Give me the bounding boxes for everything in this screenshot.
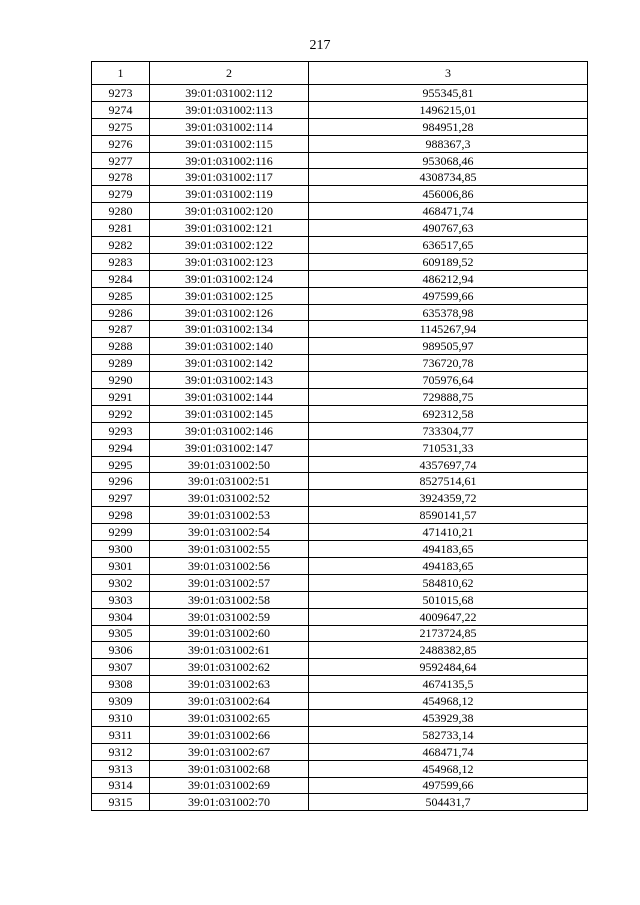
cadastral-value-cell: 486212,94 <box>309 270 588 287</box>
cadastral-value-cell: 584810,62 <box>309 574 588 591</box>
row-number-cell: 9296 <box>92 473 150 490</box>
cadastral-number-cell: 39:01:031002:67 <box>150 743 309 760</box>
row-number-cell: 9281 <box>92 220 150 237</box>
cadastral-number-cell: 39:01:031002:146 <box>150 422 309 439</box>
row-number-cell: 9295 <box>92 456 150 473</box>
row-number-cell: 9301 <box>92 557 150 574</box>
row-number-cell: 9297 <box>92 490 150 507</box>
row-number-cell: 9306 <box>92 642 150 659</box>
table-row <box>92 625 588 642</box>
row-number-cell: 9310 <box>92 709 150 726</box>
table-row <box>92 405 588 422</box>
cadastral-value-cell: 494183,65 <box>309 557 588 574</box>
cadastral-number-cell: 39:01:031002:51 <box>150 473 309 490</box>
row-number-cell: 9279 <box>92 186 150 203</box>
row-number-cell: 9277 <box>92 152 150 169</box>
cadastral-value-cell: 636517,65 <box>309 237 588 254</box>
table-row <box>92 726 588 743</box>
row-number-cell: 9309 <box>92 693 150 710</box>
table-row <box>92 794 588 811</box>
table-row <box>92 422 588 439</box>
cadastral-number-cell: 39:01:031002:66 <box>150 726 309 743</box>
cadastral-value-cell: 454968,12 <box>309 693 588 710</box>
row-number-cell: 9273 <box>92 85 150 102</box>
table-row <box>92 693 588 710</box>
cadastral-number-cell: 39:01:031002:60 <box>150 625 309 642</box>
cadastral-number-cell: 39:01:031002:126 <box>150 304 309 321</box>
table-header-row <box>92 62 588 85</box>
cadastral-value-cell: 635378,98 <box>309 304 588 321</box>
table-row <box>92 608 588 625</box>
row-number-cell: 9308 <box>92 676 150 693</box>
cadastral-number-cell: 39:01:031002:56 <box>150 557 309 574</box>
row-number-cell: 9305 <box>92 625 150 642</box>
table-row <box>92 456 588 473</box>
row-number-cell: 9313 <box>92 760 150 777</box>
table-row <box>92 287 588 304</box>
cadastral-number-cell: 39:01:031002:124 <box>150 270 309 287</box>
cadastral-value-cell: 988367,3 <box>309 135 588 152</box>
cadastral-number-cell: 39:01:031002:116 <box>150 152 309 169</box>
row-number-cell: 9289 <box>92 355 150 372</box>
cadastral-number-cell: 39:01:031002:113 <box>150 101 309 118</box>
cadastral-value-cell: 2488382,85 <box>309 642 588 659</box>
cadastral-number-cell: 39:01:031002:115 <box>150 135 309 152</box>
cadastral-value-cell: 497599,66 <box>309 777 588 794</box>
cadastral-value-cell: 504431,7 <box>309 794 588 811</box>
table-row <box>92 101 588 118</box>
row-number-cell: 9280 <box>92 203 150 220</box>
cadastral-value-cell: 501015,68 <box>309 591 588 608</box>
cadastral-number-cell: 39:01:031002:61 <box>150 642 309 659</box>
cadastral-number-cell: 39:01:031002:125 <box>150 287 309 304</box>
cadastral-value-cell: 471410,21 <box>309 524 588 541</box>
table-row <box>92 253 588 270</box>
table-row <box>92 760 588 777</box>
table-row <box>92 186 588 203</box>
cadastral-value-cell: 582733,14 <box>309 726 588 743</box>
row-number-cell: 9307 <box>92 659 150 676</box>
row-number-cell: 9286 <box>92 304 150 321</box>
table-row <box>92 355 588 372</box>
row-number-cell: 9291 <box>92 389 150 406</box>
row-number-cell: 9312 <box>92 743 150 760</box>
row-number-cell: 9274 <box>92 101 150 118</box>
row-number-cell: 9299 <box>92 524 150 541</box>
cadastral-number-cell: 39:01:031002:63 <box>150 676 309 693</box>
cadastral-value-cell: 710531,33 <box>309 439 588 456</box>
cadastral-value-cell: 454968,12 <box>309 760 588 777</box>
cadastral-number-cell: 39:01:031002:147 <box>150 439 309 456</box>
row-number-cell: 9311 <box>92 726 150 743</box>
table-row <box>92 203 588 220</box>
table-row <box>92 709 588 726</box>
table-row <box>92 270 588 287</box>
table-row <box>92 85 588 102</box>
cadastral-value-cell: 468471,74 <box>309 743 588 760</box>
cadastral-number-cell: 39:01:031002:55 <box>150 541 309 558</box>
cadastral-number-cell: 39:01:031002:145 <box>150 405 309 422</box>
cadastral-number-cell: 39:01:031002:134 <box>150 321 309 338</box>
cadastral-number-cell: 39:01:031002:52 <box>150 490 309 507</box>
row-number-cell: 9315 <box>92 794 150 811</box>
cadastral-value-cell: 468471,74 <box>309 203 588 220</box>
table-row <box>92 676 588 693</box>
row-number-cell: 9287 <box>92 321 150 338</box>
table-row <box>92 389 588 406</box>
table-row <box>92 541 588 558</box>
cadastral-value-cell: 736720,78 <box>309 355 588 372</box>
row-number-cell: 9276 <box>92 135 150 152</box>
table-row <box>92 524 588 541</box>
cadastral-value-cell: 989505,97 <box>309 338 588 355</box>
cadastral-number-cell: 39:01:031002:144 <box>150 389 309 406</box>
row-number-cell: 9288 <box>92 338 150 355</box>
cadastral-number-cell: 39:01:031002:143 <box>150 372 309 389</box>
cadastral-value-cell: 2173724,85 <box>309 625 588 642</box>
row-number-cell: 9284 <box>92 270 150 287</box>
cadastral-value-cell: 955345,81 <box>309 85 588 102</box>
table-row <box>92 777 588 794</box>
cadastral-number-cell: 39:01:031002:50 <box>150 456 309 473</box>
table-row <box>92 169 588 186</box>
cadastral-value-cell: 456006,86 <box>309 186 588 203</box>
cadastral-number-cell: 39:01:031002:120 <box>150 203 309 220</box>
column-header-2: 2 <box>150 62 309 85</box>
cadastral-number-cell: 39:01:031002:54 <box>150 524 309 541</box>
cadastral-number-cell: 39:01:031002:112 <box>150 85 309 102</box>
row-number-cell: 9304 <box>92 608 150 625</box>
cadastral-number-cell: 39:01:031002:117 <box>150 169 309 186</box>
cadastral-number-cell: 39:01:031002:121 <box>150 220 309 237</box>
cadastral-value-cell: 9592484,64 <box>309 659 588 676</box>
row-number-cell: 9285 <box>92 287 150 304</box>
cadastral-value-cell: 8527514,61 <box>309 473 588 490</box>
cadastral-value-cell: 609189,52 <box>309 253 588 270</box>
cadastral-number-cell: 39:01:031002:58 <box>150 591 309 608</box>
table-row <box>92 659 588 676</box>
column-header-1: 1 <box>92 62 150 85</box>
cadastral-number-cell: 39:01:031002:122 <box>150 237 309 254</box>
cadastral-value-cell: 453929,38 <box>309 709 588 726</box>
cadastral-value-cell: 953068,46 <box>309 152 588 169</box>
table-row <box>92 118 588 135</box>
cadastral-number-cell: 39:01:031002:57 <box>150 574 309 591</box>
cadastral-value-cell: 984951,28 <box>309 118 588 135</box>
cadastral-number-cell: 39:01:031002:123 <box>150 253 309 270</box>
table-row <box>92 557 588 574</box>
table-row <box>92 338 588 355</box>
table-row <box>92 135 588 152</box>
cadastral-value-cell: 729888,75 <box>309 389 588 406</box>
table-row <box>92 591 588 608</box>
cadastral-value-cell: 4009647,22 <box>309 608 588 625</box>
cadastral-value-cell: 3924359,72 <box>309 490 588 507</box>
table-row <box>92 642 588 659</box>
row-number-cell: 9294 <box>92 439 150 456</box>
page-number: 217 <box>309 38 331 53</box>
row-number-cell: 9290 <box>92 372 150 389</box>
row-number-cell: 9283 <box>92 253 150 270</box>
table-row <box>92 220 588 237</box>
table-row <box>92 237 588 254</box>
table-row <box>92 439 588 456</box>
table-row <box>92 574 588 591</box>
row-number-cell: 9303 <box>92 591 150 608</box>
table-row <box>92 372 588 389</box>
row-number-cell: 9282 <box>92 237 150 254</box>
row-number-cell: 9278 <box>92 169 150 186</box>
table-row <box>92 304 588 321</box>
cadastral-value-cell: 4357697,74 <box>309 456 588 473</box>
row-number-cell: 9275 <box>92 118 150 135</box>
cadastral-number-cell: 39:01:031002:62 <box>150 659 309 676</box>
table-row <box>92 152 588 169</box>
cadastral-number-cell: 39:01:031002:68 <box>150 760 309 777</box>
row-number-cell: 9298 <box>92 507 150 524</box>
cadastral-value-cell: 497599,66 <box>309 287 588 304</box>
cadastral-value-cell: 4674135,5 <box>309 676 588 693</box>
cadastral-value-cell: 705976,64 <box>309 372 588 389</box>
cadastral-number-cell: 39:01:031002:65 <box>150 709 309 726</box>
cadastral-value-cell: 4308734,85 <box>309 169 588 186</box>
cadastral-value-cell: 494183,65 <box>309 541 588 558</box>
cadastral-value-cell: 1496215,01 <box>309 101 588 118</box>
table-row <box>92 321 588 338</box>
table-body <box>92 85 588 811</box>
table-row <box>92 473 588 490</box>
table-header <box>92 62 588 85</box>
cadastral-number-cell: 39:01:031002:53 <box>150 507 309 524</box>
cadastral-number-cell: 39:01:031002:142 <box>150 355 309 372</box>
cadastral-value-table <box>91 61 588 811</box>
cadastral-value-cell: 490767,63 <box>309 220 588 237</box>
cadastral-number-cell: 39:01:031002:59 <box>150 608 309 625</box>
cadastral-number-cell: 39:01:031002:69 <box>150 777 309 794</box>
table-row <box>92 490 588 507</box>
row-number-cell: 9292 <box>92 405 150 422</box>
cadastral-number-cell: 39:01:031002:119 <box>150 186 309 203</box>
row-number-cell: 9302 <box>92 574 150 591</box>
cadastral-value-cell: 1145267,94 <box>309 321 588 338</box>
row-number-cell: 9300 <box>92 541 150 558</box>
table-row <box>92 507 588 524</box>
row-number-cell: 9314 <box>92 777 150 794</box>
cadastral-number-cell: 39:01:031002:70 <box>150 794 309 811</box>
cadastral-value-cell: 733304,77 <box>309 422 588 439</box>
cadastral-number-cell: 39:01:031002:64 <box>150 693 309 710</box>
table-row <box>92 743 588 760</box>
cadastral-number-cell: 39:01:031002:140 <box>150 338 309 355</box>
cadastral-value-cell: 8590141,57 <box>309 507 588 524</box>
cadastral-value-cell: 692312,58 <box>309 405 588 422</box>
row-number-cell: 9293 <box>92 422 150 439</box>
column-header-3: 3 <box>309 62 588 85</box>
cadastral-number-cell: 39:01:031002:114 <box>150 118 309 135</box>
